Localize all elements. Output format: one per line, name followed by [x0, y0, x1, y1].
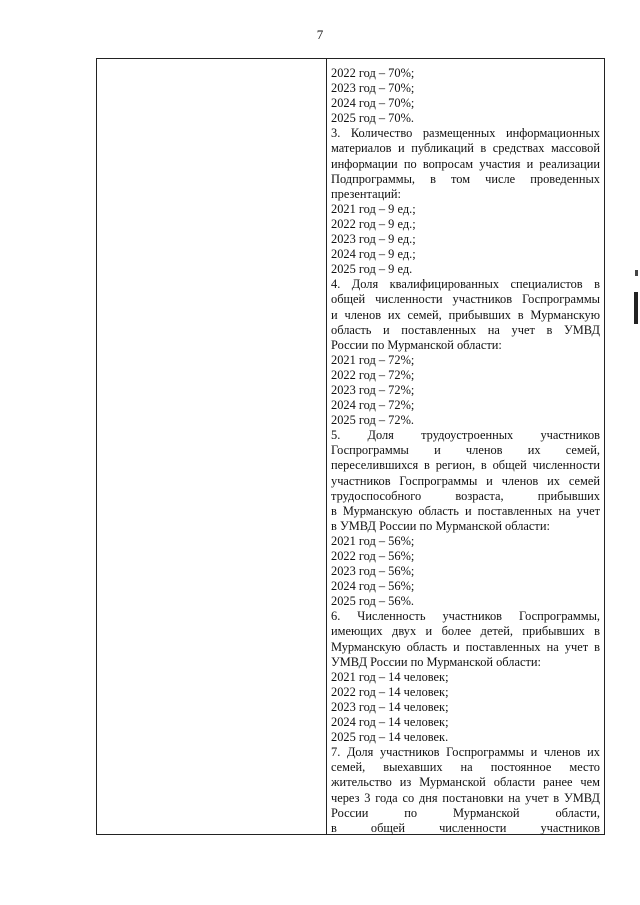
- text-line: презентаций:: [331, 186, 401, 201]
- text-line: 2021 год – 56%;: [331, 533, 415, 548]
- text-line: Подпрограммы, в том числе проведенных: [331, 171, 600, 186]
- text-line: 6. Численность участников Госпрограммы,: [331, 609, 600, 624]
- text-line: 2024 год – 72%;: [331, 398, 415, 413]
- text-line: 2022 год – 56%;: [331, 549, 415, 563]
- text-line: 2022 год – 72%;: [331, 367, 415, 382]
- text-line: через 3 года со дня постановки на учет в УМВД: [331, 790, 600, 805]
- text-line: 2021 год – 14 человек;: [331, 669, 449, 684]
- text-line: имеющих двух и более детей, прибывших в: [331, 624, 600, 639]
- text-line: 2025 год – 14 человек.: [331, 730, 449, 745]
- text-line: 3. Количество размещенных информационных: [331, 126, 600, 141]
- text-line: 2024 год – 70%;: [331, 96, 415, 111]
- text-line: России по Мурманской области,: [331, 805, 600, 820]
- text-line: 2025 год – 72%.: [331, 413, 414, 428]
- text-line: 7. Доля участников Госпрограммы и членов их: [331, 745, 600, 760]
- text-line: 2022 год – 70%;: [331, 66, 415, 80]
- text-line: 2025 год – 56%.: [331, 594, 414, 609]
- text-line: 2023 год – 9 ед.;: [331, 232, 416, 247]
- text-line: жительство из Мурманской области ранее чем: [331, 775, 600, 790]
- text-line: трудоспособного возраста, прибывших: [331, 488, 600, 503]
- text-line: 2024 год – 9 ед.;: [331, 247, 416, 262]
- table-left-column: [97, 59, 327, 834]
- text-line: материалов и публикаций в средствах массовой: [331, 141, 600, 156]
- text-line: 2025 год – 70%.: [331, 111, 414, 126]
- text-line: Мурманскую область и поставленных на учет в: [331, 639, 600, 654]
- text-line: участников Госпрограммы и членов их семей: [331, 473, 600, 488]
- text-line: и членов их семей, прибывших в Мурманскую: [331, 307, 600, 322]
- text-line: 2023 год – 70%;: [331, 81, 415, 96]
- text-line: России по Мурманской области:: [331, 337, 502, 352]
- text-line: семей, выехавших на постоянное место: [331, 760, 600, 775]
- text-line: Госпрограммы и членов их семей,: [331, 443, 600, 458]
- text-line: в Мурманскую область и поставленных на учет: [331, 503, 600, 518]
- text-line: область и поставленных на учет в УМВД: [331, 322, 600, 337]
- text-line: 2025 год – 9 ед.: [331, 262, 413, 277]
- scan-artifact: [635, 270, 638, 276]
- text-line: 2021 год – 9 ед.;: [331, 201, 416, 216]
- text-line: в УМВД России по Мурманской области:: [331, 518, 550, 533]
- scan-artifact: [634, 292, 638, 324]
- table-right-column: [327, 59, 604, 834]
- text-line: 2023 год – 14 человек;: [331, 699, 449, 714]
- text-line: 2024 год – 56%;: [331, 579, 415, 594]
- text-line: 2023 год – 56%;: [331, 564, 415, 579]
- text-line: 2022 год – 14 человек;: [331, 684, 449, 699]
- text-line: УМВД России по Мурманской области:: [331, 654, 541, 669]
- text-line: общей численности участников Госпрограммы: [331, 292, 600, 307]
- text-line: 2023 год – 72%;: [331, 382, 415, 397]
- text-line: 4. Доля квалифицированных специалистов в: [331, 277, 600, 292]
- document-table: [96, 58, 605, 835]
- text-line: 2024 год – 14 человек;: [331, 715, 449, 730]
- text-line: 2022 год – 9 ед.;: [331, 216, 416, 231]
- page-number: 7: [316, 27, 324, 42]
- text-line: 2021 год – 72%;: [331, 352, 415, 367]
- text-line: переселившихся в регион, в общей численности: [331, 458, 600, 473]
- text-line: информации по вопросам участия и реализации: [331, 156, 600, 171]
- text-line: 5. Доля трудоустроенных участников: [331, 428, 600, 443]
- text-line: в общей численности участников: [331, 820, 600, 835]
